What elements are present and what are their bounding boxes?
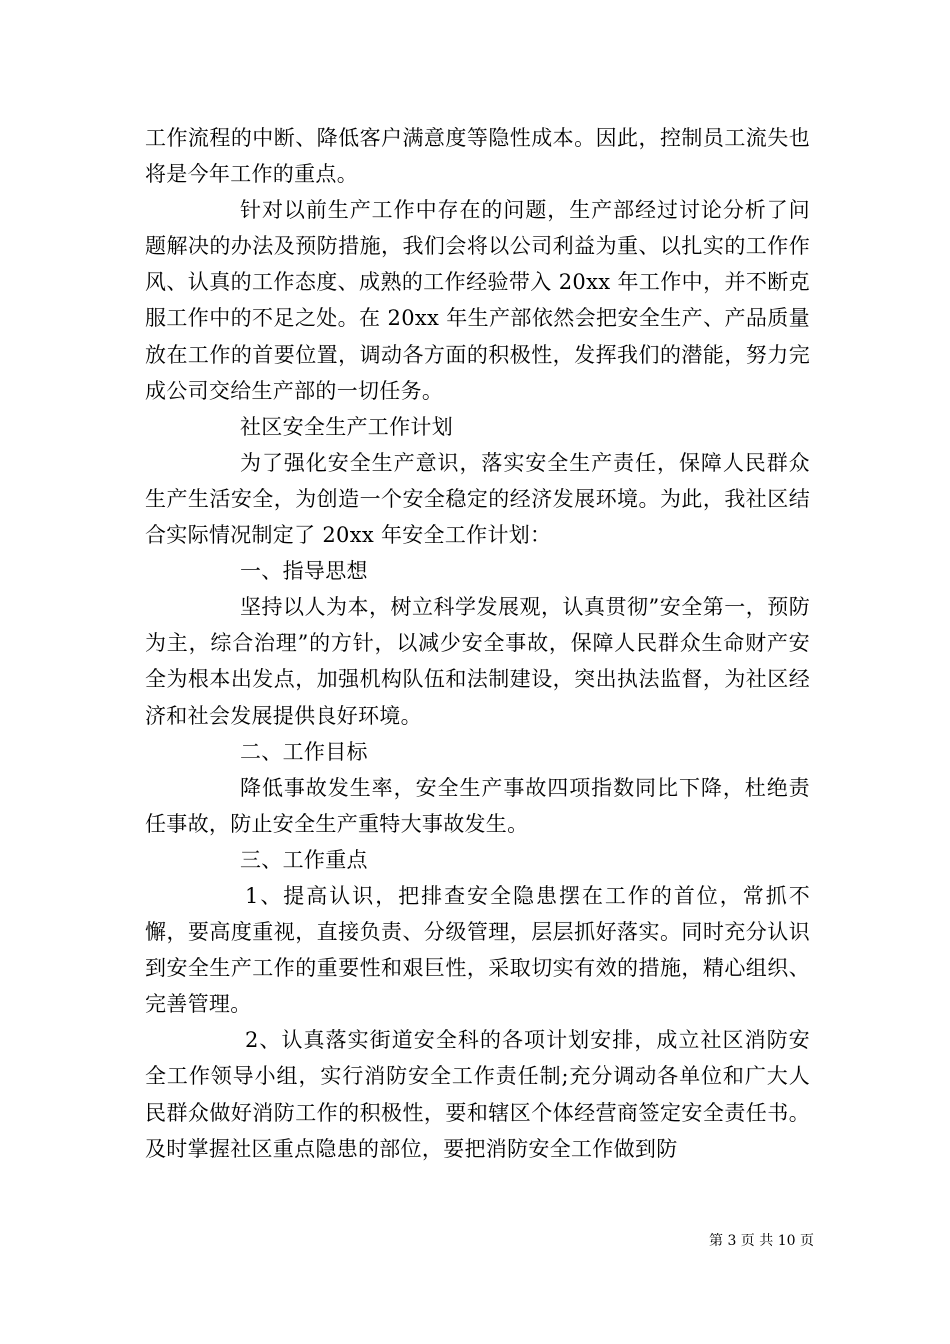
paragraph-focus-item-2: 2、认真落实街道安全科的各项计划安排，成立社区消防安全工作领导小组，实行消防安全工作责任制;充分调动各单位和广大人民群众做好消防工作的积极性，要和辖区个体经营商签定安全责任书。及时掌握社区重点隐患的部位，要把消防安全工作做到防 [145, 1028, 810, 1161]
paragraph-intro: 为了强化安全生产意识，落实安全生产责任，保障人民群众生产生活安全，为创造一个安全稳定的经济发展环境。为此，我社区结合实际情况制定了 20xx 年安全工作计划： [145, 450, 810, 548]
section-title: 社区安全生产工作计划 [240, 414, 453, 439]
paragraph-focus-item-1: 1、提高认识，把排查安全隐患摆在工作的首位，常抓不懈，要高度重视，直接负责、分级管理，层层抓好落实。同时充分认识到安全生产工作的重要性和艰巨性，采取切实有效的措施，精心组织、完善管理。 [145, 883, 810, 1017]
paragraph-work-goals: 降低事故发生率，安全生产事故四项指数同比下降，杜绝责任事故，防止安全生产重特大事故发生。 [145, 775, 810, 836]
paragraph-continuation: 工作流程的中断、降低客户满意度等隐性成本。因此，控制员工流失也将是今年工作的重点。 [145, 126, 810, 187]
paragraph-production-summary: 针对以前生产工作中存在的问题，生产部经过讨论分析了问题解决的办法及预防措施，我们会将以公司利益为重、以扎实的工作作风、认真的工作态度、成熟的工作经验带入 20xx 年工作中，并不断克服工作中的不足之处。在 20xx 年生产部依然会把安全生产、产品质量放在工作的首要位置，调动各方面的积极性，发挥我们的潜能，努力完成公司交给生产部的一切任务。 [145, 198, 810, 403]
heading-work-focus: 三、工作重点 [240, 847, 368, 872]
document-body [145, 120, 810, 1167]
paragraph-guiding-ideology: 坚持以人为本，树立科学发展观，认真贯彻”安全第一，预防为主，综合治理”的方针，以减少安全事故，保障人民群众生命财产安全为根本出发点，加强机构队伍和法制建设，突出执法监督，为社区经济和社会发展提供良好环境。 [145, 595, 810, 728]
heading-guiding-ideology: 一、指导思想 [240, 559, 368, 584]
heading-work-goals: 二、工作目标 [240, 739, 368, 764]
page-number-footer: 第 3 页 共 10 页 [709, 1233, 814, 1249]
